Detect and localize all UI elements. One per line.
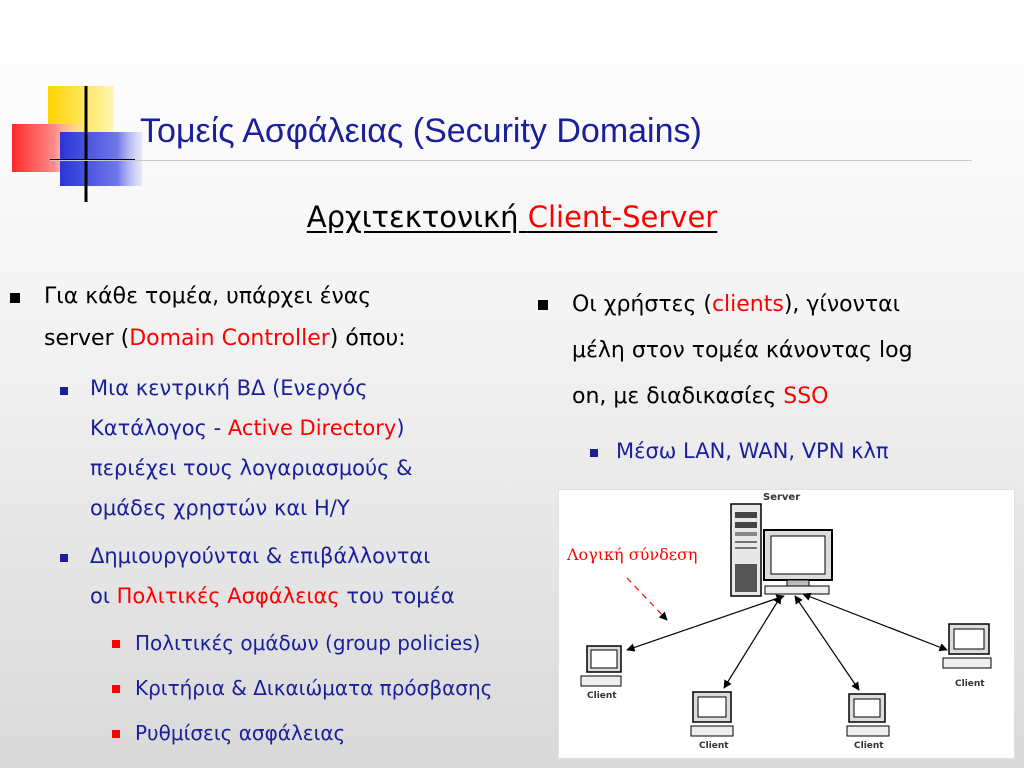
network-diagram <box>558 489 1015 759</box>
client-computer-icon <box>943 624 991 689</box>
active-directory-term: Active Directory <box>227 416 397 440</box>
connection-lines <box>627 594 947 690</box>
title-logo-decoration <box>0 0 150 210</box>
section-subtitle <box>0 200 1024 234</box>
logical-connection-label: Λογική σύνδεση <box>567 545 698 564</box>
client-computer-icon <box>691 692 733 751</box>
client-label: Client <box>854 741 884 751</box>
client-label: Client <box>587 691 617 701</box>
bullet-square-icon <box>60 387 68 395</box>
bullet-square-icon <box>10 293 20 303</box>
server-tower-icon <box>731 504 761 596</box>
title-divider <box>50 160 972 161</box>
client-label: Client <box>955 679 985 689</box>
left-subsub-item: Ρυθμίσεις ασφάλειας <box>135 721 346 745</box>
subtitle-prefix: Αρχιτεκτονική <box>306 200 528 234</box>
logical-connection-arrow <box>627 578 667 620</box>
clients-term: clients <box>711 292 784 317</box>
left-main-line1: Για κάθε τομέα, υπάρχει ένας <box>44 284 372 309</box>
bullet-square-icon <box>538 300 548 310</box>
page-title: Τομείς Ασφάλειας (Security Domains) <box>140 112 702 150</box>
left-subsub-item: Πολιτικές ομάδων (group policies) <box>135 631 481 655</box>
client-computer-icon <box>581 646 621 701</box>
security-policies-term: Πολιτικές Ασφάλειας <box>116 584 340 608</box>
server-label: Server <box>763 492 801 503</box>
bullet-square-icon <box>590 449 598 457</box>
bullet-square-icon <box>112 730 120 738</box>
left-main-bullet <box>44 276 406 360</box>
server-monitor-icon <box>764 530 832 594</box>
left-subsub-item: Κριτήρια & Δικαιώματα πρόσβασης <box>135 676 493 700</box>
client-label: Client <box>699 741 729 751</box>
bullet-square-icon <box>112 640 120 648</box>
client-computer-icon <box>847 694 889 751</box>
network-diagram-svg <box>559 490 1014 758</box>
bullet-square-icon <box>60 554 68 562</box>
left-main-line2: server (Domain Controller) όπου: <box>44 326 406 351</box>
sso-term: SSO <box>783 384 829 409</box>
right-main-bullet: Οι χρήστες (clients), γίνονται μέλη στον τομέα κάνοντας log on, με διαδικασίες SSO <box>572 292 913 409</box>
left-sub-bullet-1: Μια κεντρική ΒΔ (Ενεργός Κατάλογος - Active Directory) περιέχει τους λογαριασμούς & ομάδες χρηστών και Η/Υ <box>90 376 413 520</box>
bullet-square-icon <box>112 685 120 693</box>
right-sub-bullet: Μέσω LAN, WAN, VPN κλπ <box>616 439 889 463</box>
left-sub-bullet-2: Δημιουργούνται & επιβάλλονται οι Πολιτικές Ασφάλειας του τομέα <box>90 544 455 608</box>
subtitle-highlight: Client-Server <box>527 200 718 234</box>
domain-controller-term: Domain Controller <box>129 326 330 351</box>
